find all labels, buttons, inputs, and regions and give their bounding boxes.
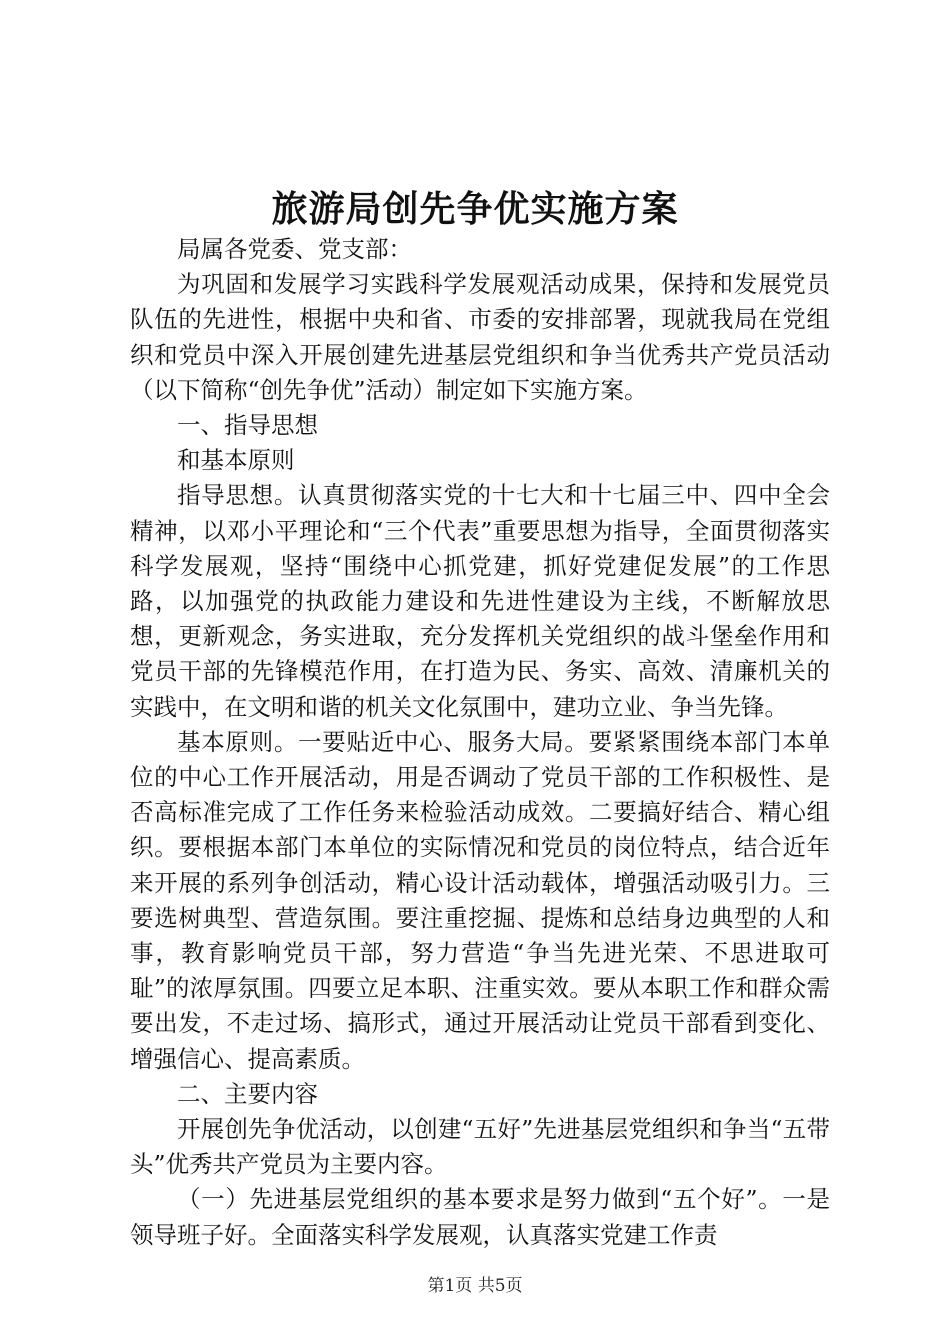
section-heading-2: 二、主要内容 (177, 1079, 318, 1108)
document-title: 旅游局创先争优实施方案 (271, 188, 679, 230)
salutation-paragraph: 局属各党委、党支部： (177, 235, 412, 263)
section-heading-1: 一、指导思想 (177, 411, 318, 440)
basic-principles-paragraph: 基本原则。一要贴近中心、服务大局。要紧紧围绕本部门本单位的中心工作开展活动，用是否调动了党员干部的工作积极性、是否高标准完成了工作任务来检验活动成效。二要搞好结合、精心组织。要根据本部门本单位的实际情况和党员的岗位特点，结合近年来开展的系列争创活动，精心设计活动载体，增强活动吸引力。三要选树典型、营造氛围。要注重挖掘、提炼和总结身边典型的人和事，教育影响党员干部，努力营造“争当先进光荣、不思进取可耻”的浓厚氛围。四要立足本职、注重实效。要从本职工作和群众需要出发，不走过场、搞形式，通过开展活动让党员干部看到变化、增强信心、提高素质。 (130, 727, 830, 1073)
five-goods-paragraph: （一）先进基层党组织的基本要求是努力做到“五个好”。一是领导班子好。全面落实科学发展观，认真落实党建工作责 (130, 1185, 830, 1249)
guiding-ideology-paragraph: 指导思想。认真贯彻落实党的十七大和十七届三中、四中全会精神，以邓小平理论和“三个代表”重要思想为指导，全面贯彻落实科学发展观，坚持“围绕中心抓党建，抓好党建促发展”的工作思路，以加强党的执政能力建设和先进性建设为主线，不断解放思想，更新观念，务实进取，充分发挥机关党组织的战斗堡垒作用和党员干部的先锋模范作用，在打造为民、务实、高效、清廉机关的实践中，在文明和谐的机关文化氛围中，建功立业、争当先锋。 (130, 481, 830, 721)
intro-paragraph: 为巩固和发展学习实践科学发展观活动成果，保持和发展党员队伍的先进性，根据中央和省、市委的安排部署，现就我局在党组织和党员中深入开展创建先进基层党组织和争当优秀共产党员活动（以下简称“创先争优”活动）制定如下实施方案。 (130, 270, 830, 404)
main-content-paragraph: 开展创先争优活动，以创建“五好”先进基层党组织和争当“五带头”优秀共产党员为主要内容。 (130, 1115, 830, 1179)
document-body (130, 232, 830, 1253)
section-heading-1-continued: 和基本原则 (177, 446, 295, 475)
page-footer: 第1页 共5页 (427, 1276, 523, 1296)
